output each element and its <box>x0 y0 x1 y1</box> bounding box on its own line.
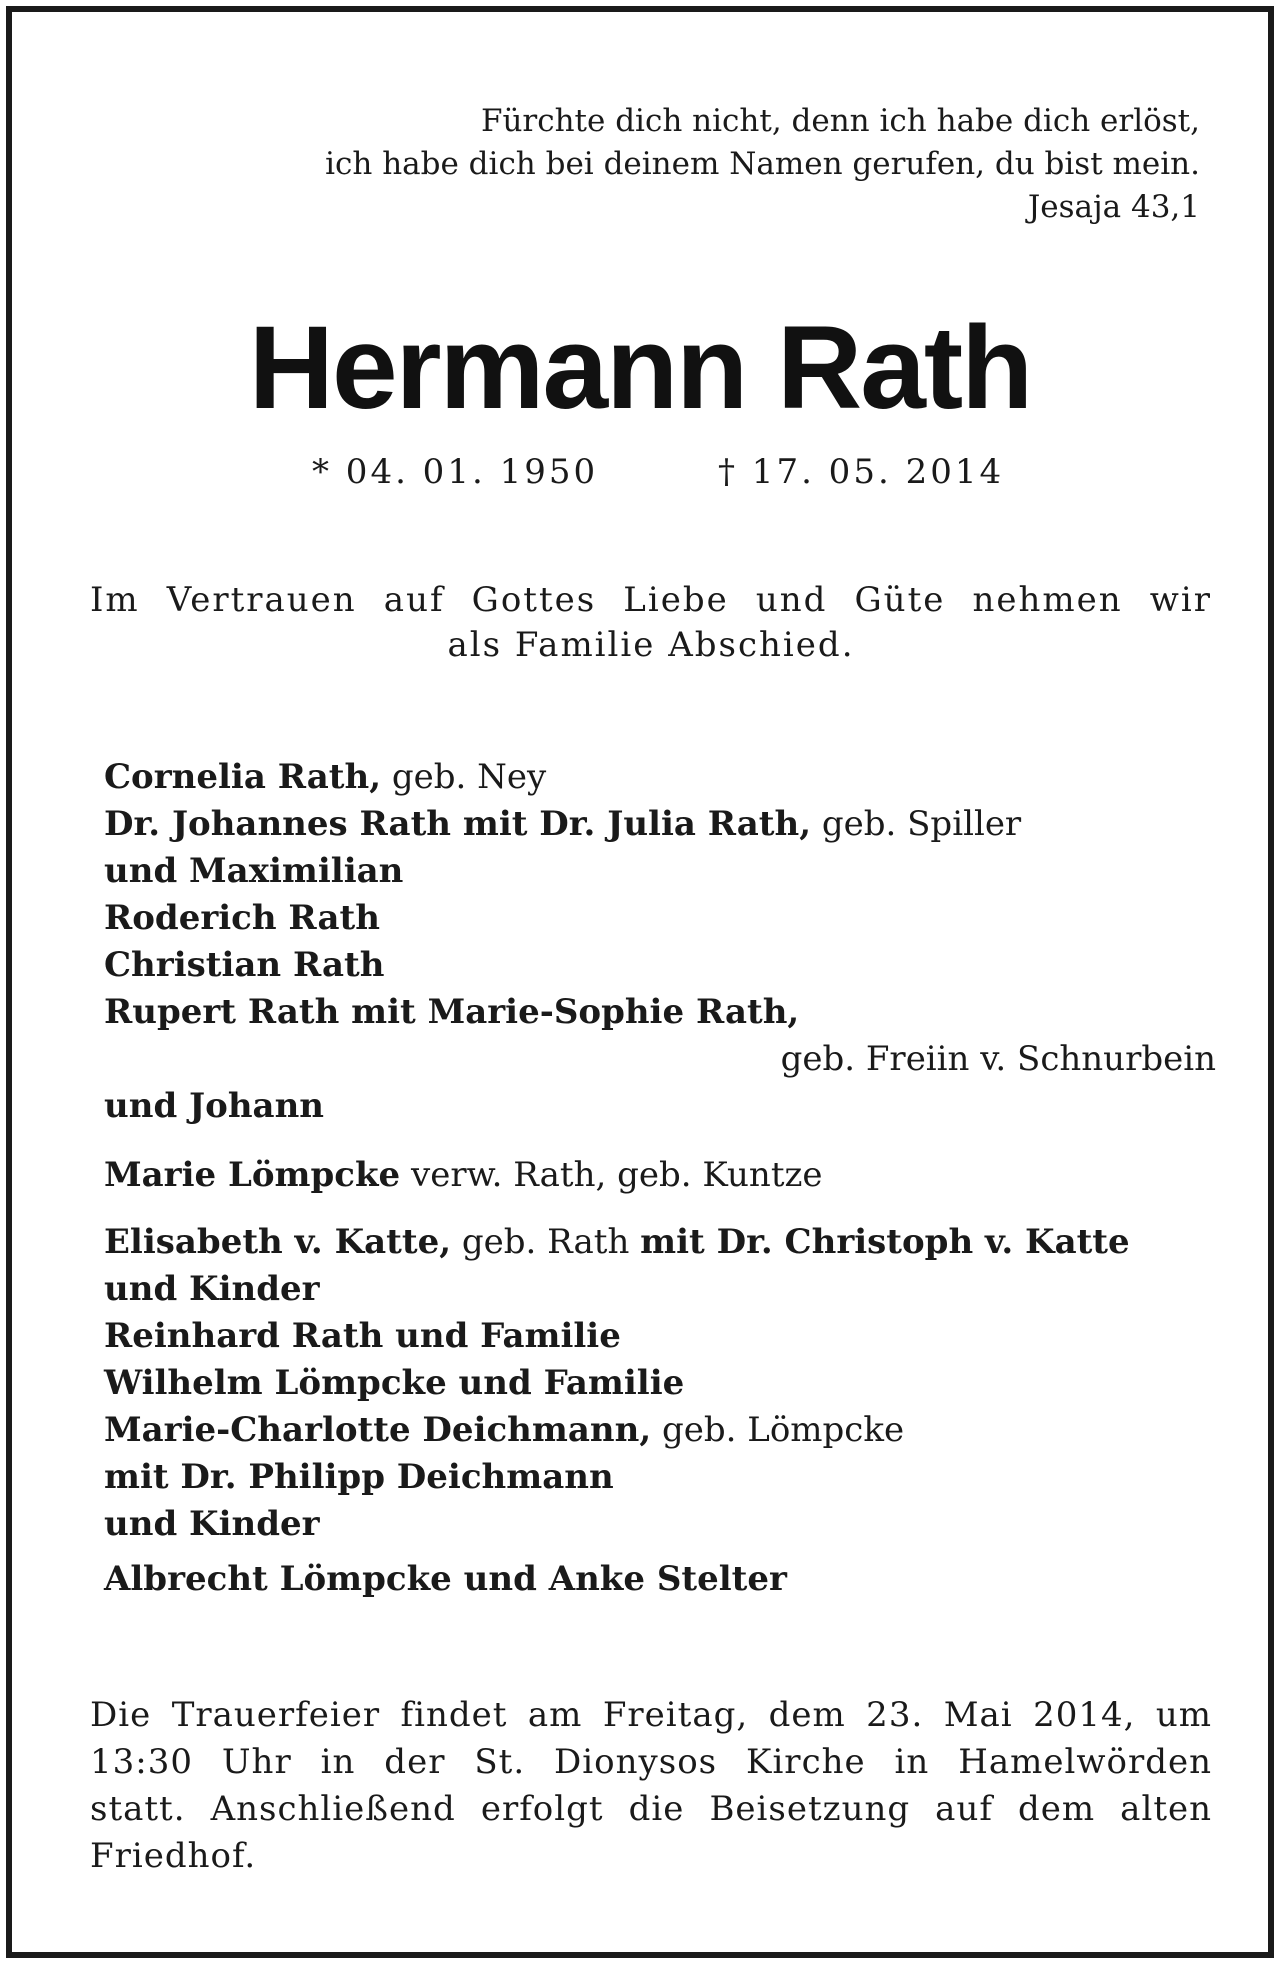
ceremony-line: Die Trauerfeier findet am Freitag, dem 23. Mai 2014, um <box>90 1695 1212 1735</box>
verse-line: Fürchte dich nicht, denn ich habe dich erlöst, <box>480 103 1200 139</box>
ceremony-line: Friedhof. <box>90 1836 257 1876</box>
mourner-line: Christian Rath <box>104 945 385 985</box>
bible-verse <box>200 100 1200 229</box>
mourner-line: Marie Lömpcke verw. Rath, geb. Kuntze <box>104 1155 823 1195</box>
mourner-line: Marie-Charlotte Deichmann, geb. Lömpcke <box>104 1410 905 1450</box>
mourner-line: Wilhelm Lömpcke und Familie <box>104 1363 685 1403</box>
mourner-line: und Kinder <box>104 1504 320 1544</box>
intro-line: als Familie Abschied. <box>447 625 855 665</box>
mourner-line: Albrecht Lömpcke und Anke Stelter <box>104 1559 787 1599</box>
mourner-line: und Johann <box>104 1086 325 1126</box>
ceremony-info <box>90 1692 1212 1880</box>
intro-text <box>90 578 1212 668</box>
mourner-line: Cornelia Rath, geb. Ney <box>104 757 547 797</box>
deceased-name: Hermann Rath <box>248 302 1032 434</box>
verse-line: ich habe dich bei deinem Namen gerufen, du bist mein. <box>325 146 1200 182</box>
ceremony-line: 13:30 Uhr in der St. Dionysos Kirche in Hamelwörden <box>90 1742 1212 1782</box>
birth-date: * 04. 01. 1950 <box>312 452 599 492</box>
death-date: † 17. 05. 2014 <box>718 452 1005 492</box>
mourner-line: Roderich Rath <box>104 898 380 938</box>
intro-line: Im Vertrauen auf Gottes Liebe und Güte nehmen wir <box>90 580 1212 620</box>
mourner-line: und Kinder <box>104 1269 320 1309</box>
mourner-line: geb. Freiin v. Schnurbein <box>780 1039 1216 1079</box>
mourner-line: mit Dr. Philipp Deichmann <box>104 1457 614 1497</box>
mourners-list <box>104 754 1216 1603</box>
mourner-line: und Maximilian <box>104 851 404 891</box>
mourner-line: Reinhard Rath und Familie <box>104 1316 621 1356</box>
mourner-line: Dr. Johannes Rath mit Dr. Julia Rath, geb. Spiller <box>104 804 1022 844</box>
verse-reference: Jesaja 43,1 <box>1027 189 1200 225</box>
obituary-notice <box>6 6 1274 1958</box>
ceremony-line: statt. Anschließend erfolgt die Beisetzung auf dem alten <box>90 1789 1212 1829</box>
mourner-line: Rupert Rath mit Marie-Sophie Rath, <box>104 992 800 1032</box>
mourner-line: Elisabeth v. Katte, geb. Rath mit Dr. Christoph v. Katte <box>104 1222 1130 1262</box>
